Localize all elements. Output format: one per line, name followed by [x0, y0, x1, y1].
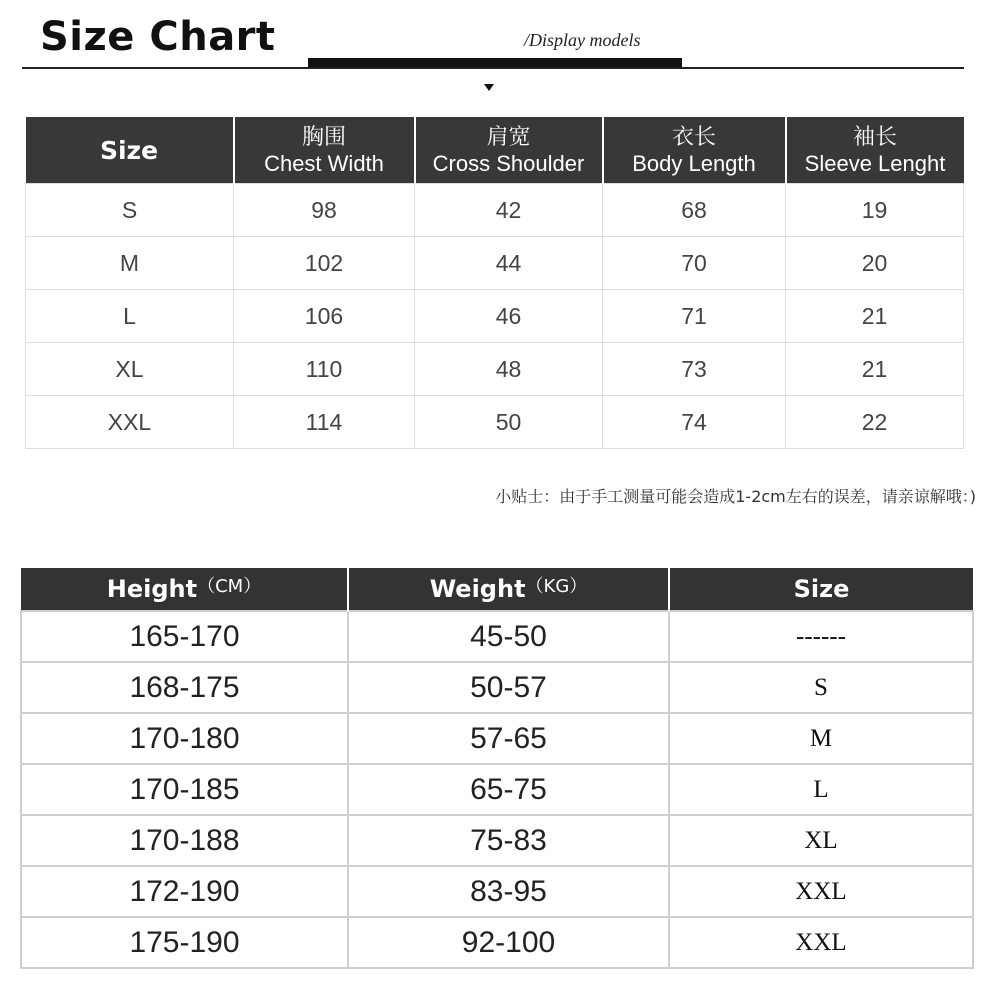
table-row	[26, 396, 964, 449]
table-cell: 75-83	[348, 815, 669, 866]
title-divider	[22, 67, 964, 69]
fit-guide-header-row	[21, 568, 973, 611]
table-cell: L	[669, 764, 973, 815]
table-cell: 19	[786, 184, 964, 237]
column-header-size	[669, 568, 973, 611]
table-cell: 98	[234, 184, 415, 237]
column-header-en: Chest Width	[264, 151, 384, 176]
fit-guide-table	[20, 568, 974, 969]
measurement-note: 小贴士：由于手工测量可能会造成1-2cm左右的误差，请亲谅解哦：)	[495, 487, 976, 506]
table-cell: XXL	[26, 396, 234, 449]
table-cell: S	[669, 662, 973, 713]
table-cell: XXL	[669, 917, 973, 968]
page-title: Size Chart	[40, 14, 276, 60]
table-row	[26, 290, 964, 343]
table-cell: 172-190	[21, 866, 348, 917]
table-cell: 165-170	[21, 611, 348, 662]
table-cell: 74	[603, 396, 786, 449]
table-row	[21, 866, 973, 917]
column-header-chest-width	[234, 117, 415, 184]
column-header-label: Height	[106, 575, 198, 603]
table-row	[21, 764, 973, 815]
column-header-en: Sleeve Lenght	[804, 151, 946, 176]
table-cell: 50-57	[348, 662, 669, 713]
table-cell: 45-50	[348, 611, 669, 662]
table-cell: 22	[786, 396, 964, 449]
table-cell: 83-95	[348, 866, 669, 917]
column-header-cn: 胸围	[301, 124, 346, 149]
column-header-unit: （CM）	[197, 576, 262, 597]
table-cell: 106	[234, 290, 415, 343]
table-cell: 50	[415, 396, 603, 449]
column-header-en: Body Length	[632, 151, 756, 176]
column-header-label: Weight	[429, 575, 526, 603]
column-header-en: Cross Shoulder	[432, 151, 585, 176]
table-cell: XXL	[669, 866, 973, 917]
table-row	[26, 343, 964, 396]
measurement-header-row	[26, 117, 964, 184]
table-cell: 92-100	[348, 917, 669, 968]
column-header-weight	[348, 568, 669, 611]
table-row	[26, 184, 964, 237]
column-header-unit: （KG）	[525, 576, 588, 597]
column-header-body-length	[603, 117, 786, 184]
table-cell: S	[26, 184, 234, 237]
table-row	[21, 611, 973, 662]
table-cell: L	[26, 290, 234, 343]
column-header-size	[26, 117, 234, 184]
table-cell: 168-175	[21, 662, 348, 713]
table-cell: 110	[234, 343, 415, 396]
table-cell: 71	[603, 290, 786, 343]
table-cell: 57-65	[348, 713, 669, 764]
column-header-sleeve-length	[786, 117, 964, 184]
column-header-cn: 袖长	[852, 124, 897, 149]
column-header-label: Size	[793, 575, 850, 603]
column-header-height	[21, 568, 348, 611]
table-cell: 70	[603, 237, 786, 290]
table-row	[26, 237, 964, 290]
table-cell: XL	[669, 815, 973, 866]
table-cell: 20	[786, 237, 964, 290]
table-cell: 114	[234, 396, 415, 449]
table-cell: ------	[669, 611, 973, 662]
table-row	[21, 713, 973, 764]
column-header-cn: 肩宽	[486, 124, 531, 149]
table-cell: 42	[415, 184, 603, 237]
table-cell: 44	[415, 237, 603, 290]
table-cell: 46	[415, 290, 603, 343]
table-cell: 48	[415, 343, 603, 396]
caret-down-icon	[484, 84, 494, 91]
column-header-cn: 衣长	[671, 124, 716, 149]
table-row	[21, 917, 973, 968]
table-cell: 65-75	[348, 764, 669, 815]
table-cell: 102	[234, 237, 415, 290]
table-cell: XL	[26, 343, 234, 396]
table-cell: 21	[786, 290, 964, 343]
measurement-table	[25, 117, 964, 449]
table-row	[21, 815, 973, 866]
table-cell: 170-180	[21, 713, 348, 764]
table-cell: M	[26, 237, 234, 290]
table-cell: 175-190	[21, 917, 348, 968]
table-cell: 21	[786, 343, 964, 396]
table-cell: 73	[603, 343, 786, 396]
table-row	[21, 662, 973, 713]
column-header-label: Size	[99, 135, 159, 165]
table-cell: 170-188	[21, 815, 348, 866]
table-cell: M	[669, 713, 973, 764]
table-cell: 68	[603, 184, 786, 237]
table-cell: 170-185	[21, 764, 348, 815]
page-subtitle: /Display models	[524, 30, 641, 50]
column-header-cross-shoulder	[415, 117, 603, 184]
